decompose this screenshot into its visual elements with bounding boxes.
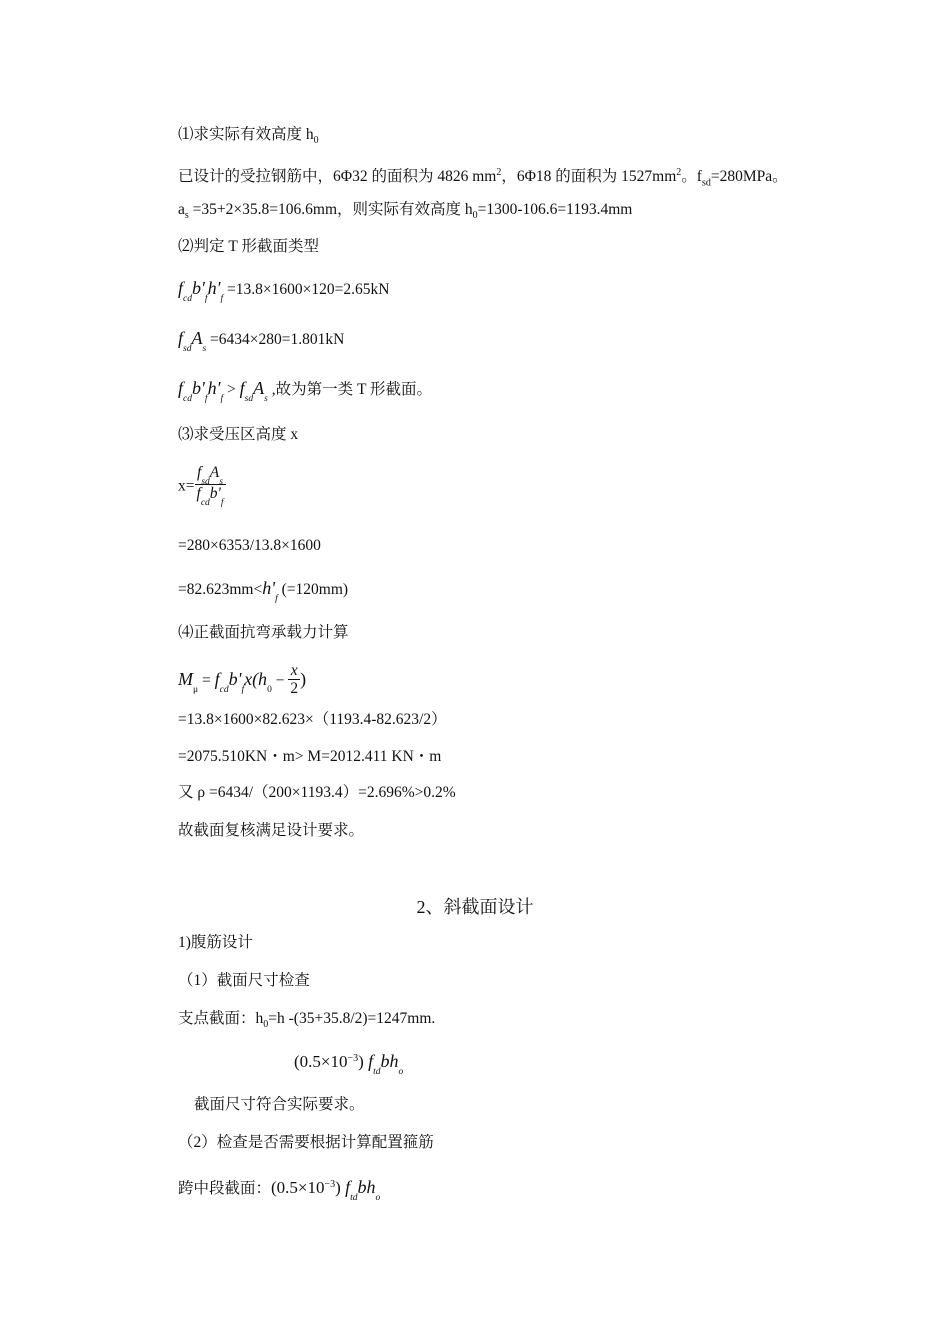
two-denominator: 2 [290,680,299,697]
f-sub: f [275,594,278,604]
close-paren: ) [335,1178,346,1198]
cd-sub: cd [183,294,192,304]
size-ok-line [194,1095,365,1115]
formula-fsd-as [178,328,344,352]
A-symbol: A [253,378,265,398]
exponent: −3 [324,1179,336,1190]
step1-heading [178,125,319,151]
h0-sub: 0 [472,210,478,222]
sd-sub: sd [183,344,192,354]
x-calc-line [178,536,321,556]
step3-heading [178,425,298,445]
check-conclusion-text: 故截面复核满足设计要求。 [178,822,365,839]
x-calc-text: =280×6353/13.8×1600 [178,537,321,554]
effective-height-line [178,200,632,226]
f-sub: f [241,685,245,696]
conclusion-text: ,故为第一类 T 形截面。 [267,381,433,398]
stirrup-check-text: （2）检查是否需要根据计算配置箍筋 [178,1134,434,1151]
formula-fcd-bf-hf [178,278,389,302]
td-sub: td [350,1193,358,1204]
support-text-b: =h -(35+35.8/2)=1247mm. [268,1010,436,1027]
stirrup-check-heading [178,1133,434,1153]
x-h-term: x(h [244,669,268,690]
web-rebar-text: 1)腹筋设计 [178,934,253,951]
f-symbol: f [178,328,184,348]
mid-span-line [178,1175,381,1204]
f-symbol: f [368,1051,374,1072]
shear-formula-1 [294,1049,404,1078]
fraction-denominator [195,485,226,508]
moment-result-text: =2075.510KN・m> M=2012.411 KN・m [178,748,442,765]
step2-heading [178,237,319,257]
formula-coefficient: (0.5×10 [271,1178,325,1198]
f-sub: f [204,394,208,404]
minus: − [271,672,289,690]
x-over-2 [288,662,300,697]
s-sub: s [264,394,268,404]
moment-formula [178,664,306,699]
step1-text: ⑴求实际有效高度 h [178,126,314,143]
f-symbol: f [178,278,184,298]
hf-value: (=120mm) [277,581,349,598]
td-sub: td [373,1067,381,1078]
denominator-f: f [196,485,201,502]
x-equals: x= [178,477,195,495]
moment-calc-text: =13.8×1600×82.623×（1193.4-82.623/2） [178,711,447,728]
step1-sub: 0 [313,135,319,147]
numerator-s: s [219,477,223,487]
x-fraction [195,464,226,508]
h0-value: =1300-106.6=1193.4mm [477,201,633,218]
x-result: =82.623mm< [178,581,263,598]
rebar-text-c: 。f [681,168,702,186]
rebar-sup-1: 2 [496,167,502,178]
rebar-sup-2: 2 [676,167,682,178]
numerator-f: f [197,464,202,481]
f-sub: f [204,294,208,304]
step4-text: ⑷正截面抗弯承载力计算 [178,624,349,641]
denominator-f-sub: f [220,498,224,508]
h0-sub: 0 [263,1019,269,1031]
fraction-numerator [195,464,226,485]
f-symbol-2: f [239,378,245,398]
x-numerator: x [288,662,300,680]
h-prime: h' [262,578,276,598]
A-symbol: A [191,328,203,348]
b-prime: b′ [191,378,205,398]
rebar-text-b: ，6Φ18 的面积为 1527mm [501,168,677,186]
web-rebar-heading [178,933,253,953]
size-check-text: （1）截面尺寸检查 [178,972,310,989]
f-sub-2: f [220,294,224,304]
rebar-sub-sd: sd [701,177,711,189]
moment-calc-line [178,710,447,730]
moment-result-line [178,747,441,767]
f-sub-2: f [220,394,224,404]
f-symbol: f [214,669,220,690]
as-symbol: a [178,201,185,218]
exponent: −3 [347,1053,359,1064]
formula-coefficient: (0.5×10 [294,1052,348,1072]
equals: = [198,672,215,690]
f-symbol: f [178,378,184,398]
formula-result: =6434×280=1.801kN [206,331,345,348]
greater-than: > [223,381,240,398]
rebar-text-d: =280MPa。 [710,168,788,186]
denominator-cd: cd [200,498,210,508]
formula-result: =13.8×1600×120=2.65kN [223,281,390,298]
bh-symbol: bh [380,1051,399,1072]
rebar-text-a: 已设计的受拉钢筋中，6Φ32 的面积为 4826 mm [178,168,497,186]
denominator-b: b' [209,485,221,502]
close-paren: ) [358,1052,369,1072]
as-text: =35+2×35.8=106.6mm，则实际有效高度 h [188,201,473,218]
cd-sub: cd [183,394,192,404]
comparison-line [178,378,432,402]
M-symbol: M [178,669,193,690]
b-prime: b′ [191,278,205,298]
rebar-area-line [178,163,788,193]
step2-text: ⑵判定 T 形截面类型 [178,238,319,255]
support-text-a: 支点截面：h [178,1010,264,1027]
bh-symbol: bh [357,1177,376,1198]
size-ok-text: 截面尺寸符合实际要求。 [194,1096,365,1113]
numerator-sd: sd [201,477,210,487]
close-paren: ) [300,669,307,690]
mu-sub: μ [193,685,199,696]
o-sub: o [375,1193,381,1204]
support-section-line [178,1009,435,1035]
o-sub: o [398,1067,404,1078]
h-prime: h′ [207,278,221,298]
numerator-A: A [209,464,220,481]
s-sub: s [202,344,207,354]
cd-sub: cd [219,685,229,696]
size-check-heading [178,971,310,991]
zero-sub: 0 [267,685,272,696]
f-symbol: f [345,1177,351,1198]
check-conclusion-line [178,821,364,841]
section-heading: 2、斜截面设计 [416,897,534,917]
sd-sub: sd [244,394,254,404]
step3-text: ⑶求受压区高度 x [178,426,299,443]
step4-heading [178,623,349,643]
mid-span-label: 跨中段截面： [178,1180,272,1198]
x-fraction-line [178,466,226,507]
as-sub: s [184,210,189,222]
ratio-text: 又 ρ =6434/（200×1193.4）=2.696%>0.2% [178,784,456,801]
ratio-line [178,783,456,803]
h-prime: h′ [207,378,221,398]
x-result-line [178,578,348,602]
b-prime: b' [228,669,242,690]
